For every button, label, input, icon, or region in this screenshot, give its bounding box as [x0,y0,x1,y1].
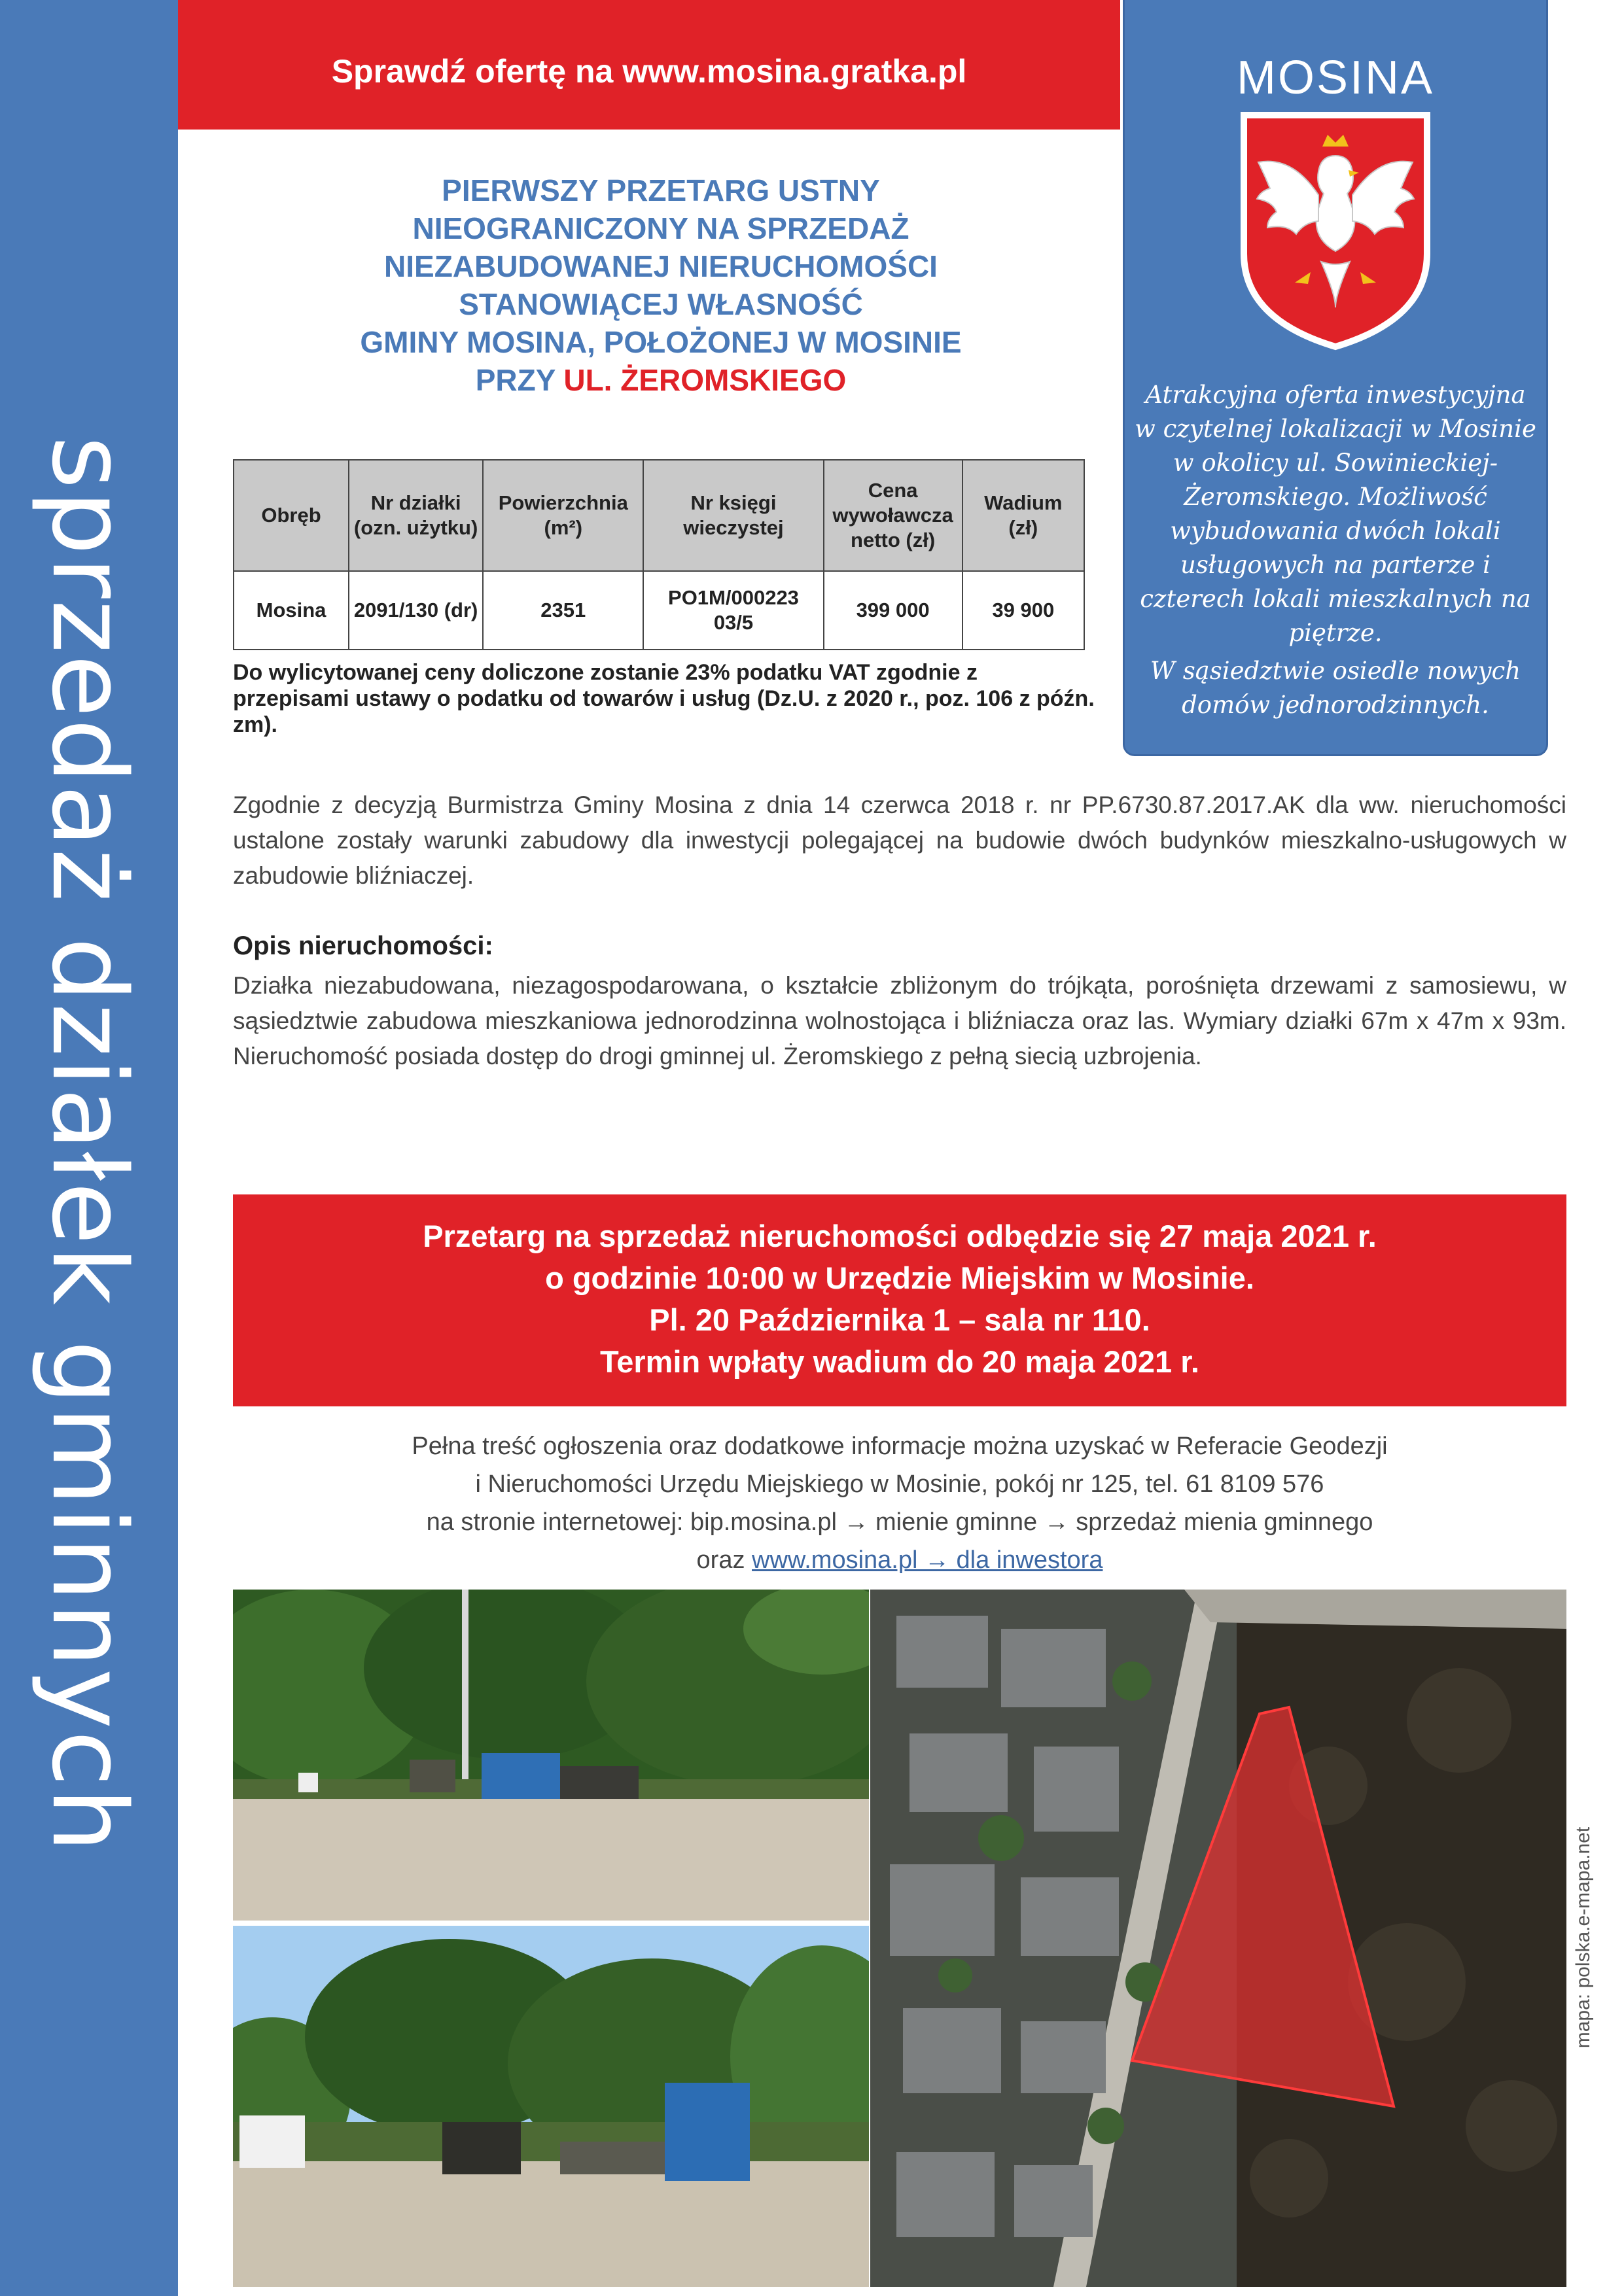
table-header: Nr działki (ozn. użytku) [349,460,483,571]
table-cell: 2351 [483,571,643,650]
contact-info [233,1427,1566,1579]
table-header-row [234,460,1084,571]
heading-line: STANOWIĄCEJ WŁASNOŚĆ [459,287,863,321]
table-cell: PO1M/000223 03/5 [643,571,823,650]
announcement-line: Pl. 20 Października 1 – sala nr 110. [649,1302,1150,1337]
aerial-map [870,1590,1566,2287]
property-photo [233,1926,869,2287]
investor-link[interactable]: www.mosina.pl → dla inwestora [752,1546,1103,1574]
table-cell: 2091/130 (dr) [349,571,483,650]
table-cell: 39 900 [962,571,1084,650]
table-header: Cena wywoławcza netto (zł) [824,460,962,571]
announcement-text [233,1215,1566,1383]
description-title: Opis nieruchomości: [233,931,493,960]
info-line: i Nieruchomości Urzędu Miejskiego w Mosinie, pokój nr 125, tel. 61 8109 576 [475,1470,1324,1498]
side-title: sprzedaż działek gminnych [29,436,149,1854]
coat-of-arms-icon [1239,110,1432,352]
heading-prefix: PRZY [475,363,556,397]
table-row [234,571,1084,650]
table-cell: Mosina [234,571,349,650]
announcement-line: Termin wpłaty wadium do 20 maja 2021 r. [600,1344,1199,1379]
table-header: Powierzchnia (m²) [483,460,643,571]
promo-extra-text: W sąsiedztwie osiedle nowych domów jednorodzinnych. [1150,657,1521,719]
map-credit: mapa: polska.e-mapa.net [1572,1826,1594,2049]
announcement-line: Przetarg na sprzedaż nieruchomości odbędzie się 27 maja 2021 r. [423,1219,1377,1253]
heading-line: NIEOGRANICZONY NA SPRZEDAŻ [412,211,909,245]
info-prefix: oraz [696,1546,745,1574]
info-line: Pełna treść ogłoszenia oraz dodatkowe informacje można uzyskać w Referacie Geodezji [412,1433,1388,1460]
heading-line: PIERWSZY PRZETARG USTNY [442,173,880,207]
promo-text: Atrakcyjna oferta inwestycyjna w czytelnej lokalizacji w Mosinie w okolicy ul. Sowinieckiej- Żeromskiego. Możliwość wybudowania dwóch lokali usługowych na parterze i czterech lokali mieszkalnych na piętrze. [1135,381,1536,647]
property-photo [233,1590,869,1921]
description-text: Działka niezabudowana, niezagospodarowana, o kształcie zbliżonym do trójkąta, porośnięta drzewami z samosiewu, w sąsiedztwie zabudowa mieszkaniowa jednorodzinna wolnostojąca i bliźniacza oraz las. Wymiary działki 67m x 47m x 93m. Nieruchomość posiada dostęp do drogi gminnej ul. Żeromskiego z pełną siecią uzbrojenia. [233,972,1566,1070]
table-header: Nr księgi wieczystej [643,460,823,571]
table-cell: 399 000 [824,571,962,650]
announcement-line: o godzinie 10:00 w Urzędzie Miejskim w Mosinie. [545,1261,1254,1295]
info-line: na stronie internetowej: bip.mosina.pl → mienie gminne → sprzedaż mienia gminnego [426,1508,1373,1536]
street-name: UL. ŻEROMSKIEGO [563,363,847,397]
heading-line: NIEZABUDOWANEJ NIERUCHOMOŚCI [384,249,938,283]
vat-note: Do wylicytowanej ceny doliczone zostanie 23% podatku VAT zgodnie z przepisami ustawy o podatku od towarów i usług (Dz.U. z 2020 r., poz. 106 z późn. zm). [233,660,1095,737]
auction-table [233,459,1085,650]
heading-line: GMINY MOSINA, POŁOŻONEJ W MOSINIE [360,325,962,359]
table-header: Obręb [234,460,349,571]
heading-line [216,361,1106,399]
info-line [233,1541,1566,1579]
zoning-decision-text: Zgodnie z decyzją Burmistrza Gminy Mosina z dnia 14 czerwca 2018 r. nr PP.6730.87.2017.AK dla ww. nieruchomości ustalone zostały warunki zabudowy dla inwestycji polegającej na budowie dwóch budynków mieszkalno-usługowych w zabudowie bliźniaczej. [233,791,1566,889]
top-banner-text[interactable]: Sprawdź ofertę na www.mosina.gratka.pl [331,53,967,90]
brand-name: MOSINA [1236,52,1435,104]
table-header: Wadium (zł) [962,460,1084,571]
page-title [216,171,1106,399]
